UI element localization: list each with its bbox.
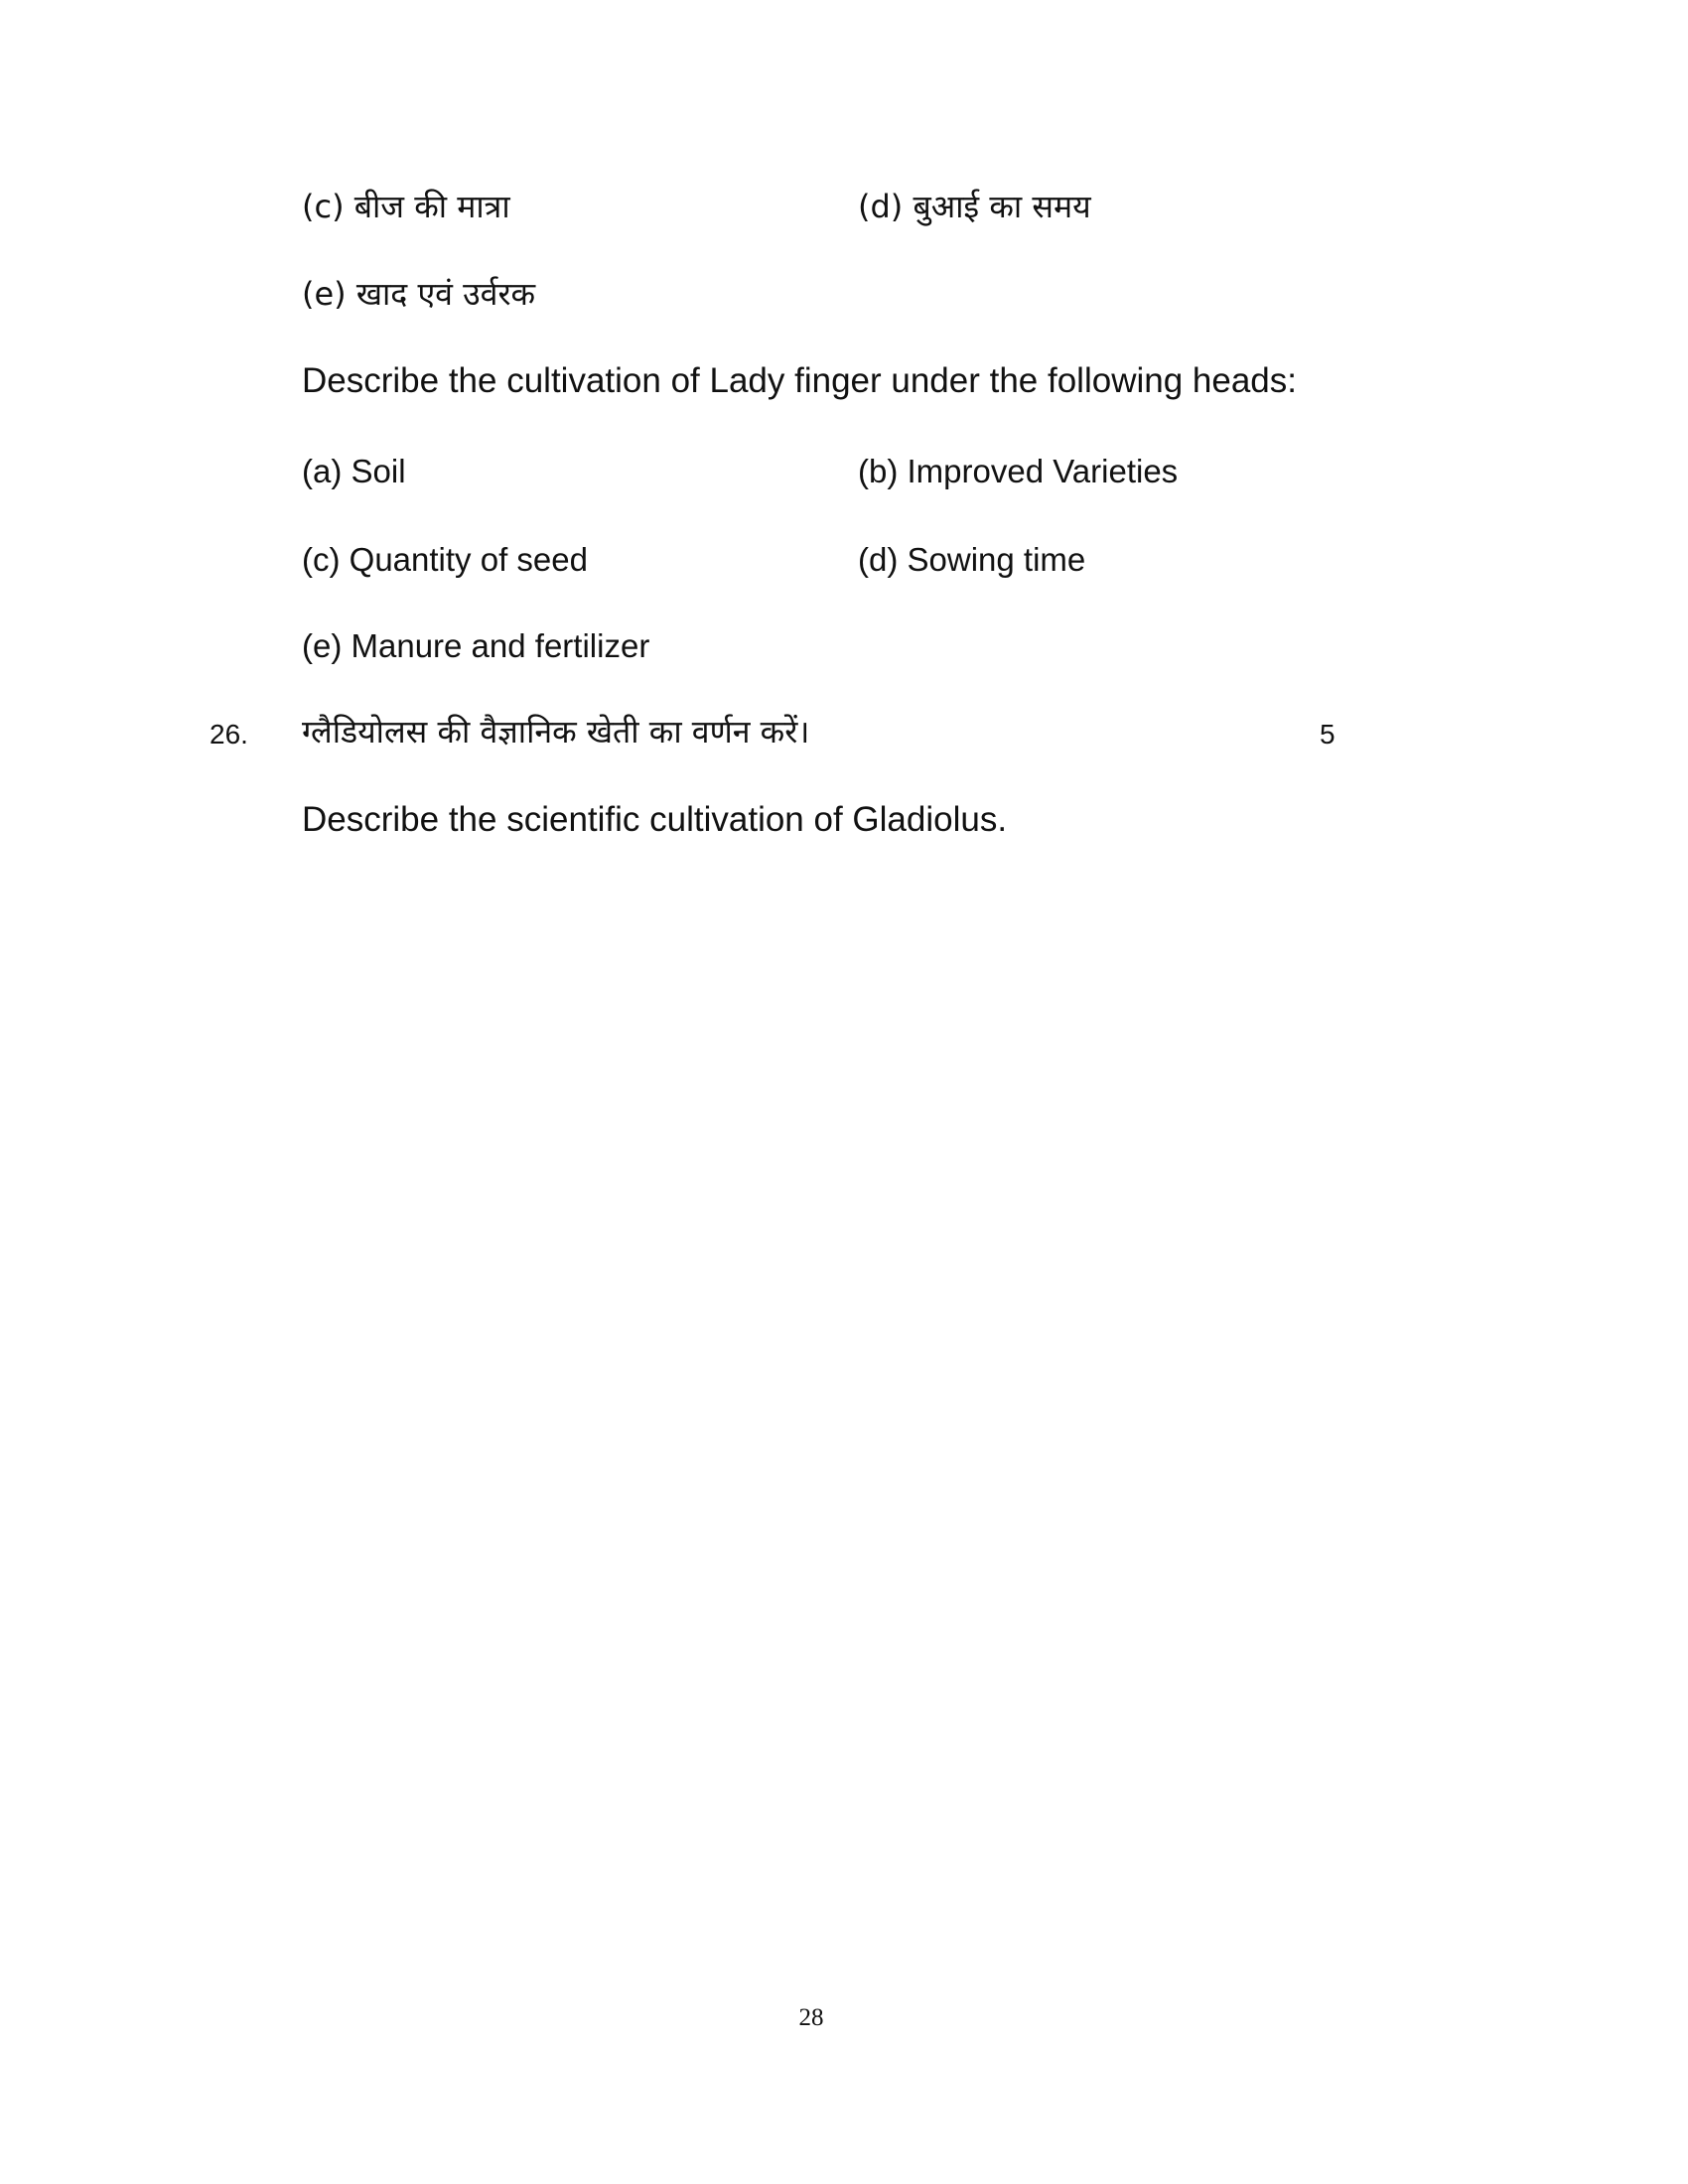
option-d: (d) Sowing time (858, 541, 1086, 578)
question-number: 26. (210, 719, 248, 750)
option-b: (b) Improved Varieties (858, 453, 1179, 489)
question-marks: 5 (1320, 719, 1336, 750)
hindi-option-e: (e) खाद एवं उर्वरक (302, 275, 536, 313)
hindi-option-c: (c) बीज की मात्रा (302, 188, 510, 225)
question-hindi: ग्लैडियोलस की वैज्ञानिक खेती का वर्णन करें। (302, 713, 810, 751)
question-english: Describe the scientific cultivation of Gladiolus. (302, 800, 1008, 839)
page-number: 28 (798, 2004, 824, 2031)
option-a: (a) Soil (302, 453, 406, 489)
hindi-option-d: (d) बुआई का समय (858, 188, 1091, 225)
option-e: (e) Manure and fertilizer (302, 627, 650, 664)
question-prompt: Describe the cultivation of Lady finger under the following heads: (302, 361, 1297, 400)
option-c: (c) Quantity of seed (302, 541, 588, 578)
